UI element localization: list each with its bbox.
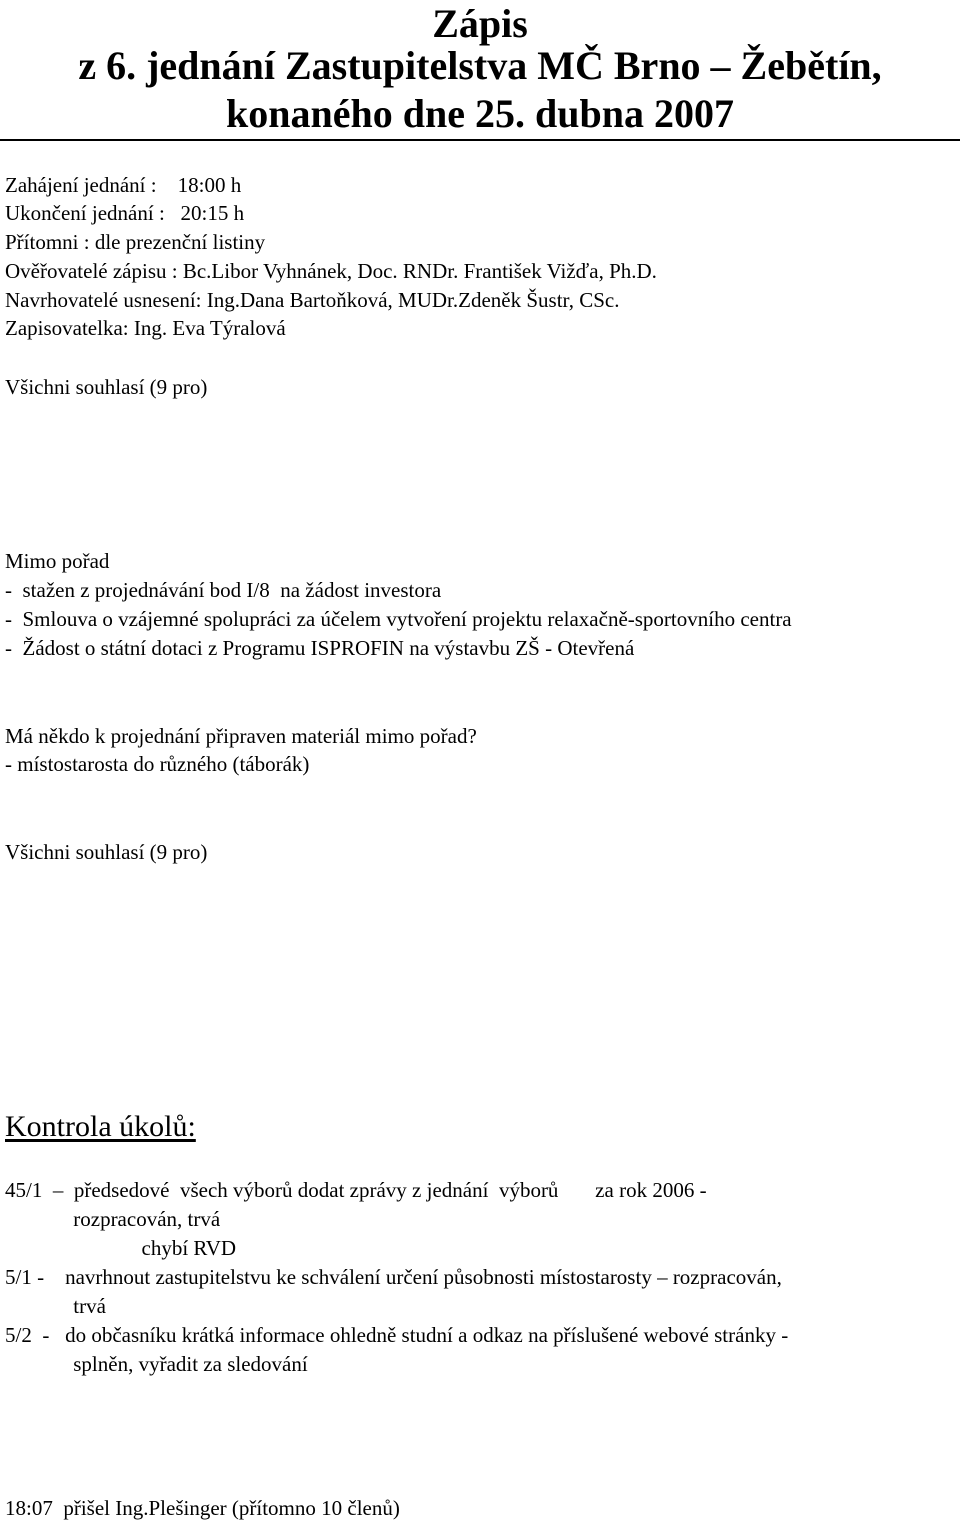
resolution-proposers: Navrhovatelé usnesení: Ing.Dana Bartoňková, MUDr.Zdeněk Šustr, CSc.	[5, 288, 620, 312]
minutes-verifiers: Ověřovatelé zápisu : Bc.Libor Vyhnánek, Doc. RNDr. František Vižďa, Ph.D.	[5, 259, 657, 283]
mimo-porad-heading: Mimo pořad	[5, 549, 110, 573]
arrival-note: 18:07 přišel Ing.Plešinger (přítomno 10 členů)	[5, 1496, 400, 1520]
task-line: trvá	[5, 1294, 106, 1318]
title-divider	[0, 139, 960, 141]
mimo-porad-item: - stažen z projednávání bod I/8 na žádost investora	[5, 578, 442, 602]
recorder: Zapisovatelka: Ing. Eva Týralová	[5, 316, 286, 340]
meeting-date: konaného dne 25. dubna 2007	[226, 91, 734, 136]
mimo-porad-item: - Smlouva o vzájemné spolupráci za účelem vytvoření projektu relaxačně-sportovního centra	[5, 607, 792, 631]
meeting-end: Ukončení jednání : 20:15 h	[5, 201, 245, 225]
attendance: Přítomni : dle prezenční listiny	[5, 230, 266, 254]
task-line: 5/1 - navrhnout zastupitelstvu ke schválení určení působnosti místostarosty – rozpracován,	[5, 1265, 782, 1289]
task-line: rozpracován, trvá	[5, 1207, 221, 1231]
document-subtitle: z 6. jednání Zastupitelstva MČ Brno – Žebětín,	[78, 43, 882, 88]
question-answer: - místostarosta do různého (táborák)	[5, 752, 310, 776]
vote-result-1: Všichni souhlasí (9 pro)	[5, 375, 208, 399]
task-line: 45/1 – předsedové všech výborů dodat zprávy z jednání výborů za rok 2006 -	[5, 1178, 707, 1202]
task-line: splněn, vyřadit za sledování	[5, 1352, 308, 1376]
question-text: Má někdo k projednání připraven materiál mimo pořad?	[5, 724, 477, 748]
meeting-start: Zahájení jednání : 18:00 h	[5, 173, 242, 197]
kontrola-ukolu-heading: Kontrola úkolů:	[5, 1110, 196, 1143]
mimo-porad-item: - Žádost o státní dotaci z Programu ISPROFIN na výstavbu ZŠ - Otevřená	[5, 636, 635, 660]
task-line: 5/2 - do občasníku krátká informace ohledně studní a odkaz na příslušené webové stránky -	[5, 1323, 789, 1347]
vote-result-2: Všichni souhlasí (9 pro)	[5, 840, 208, 864]
task-line: chybí RVD	[5, 1236, 237, 1260]
document-title: Zápis	[432, 1, 528, 46]
